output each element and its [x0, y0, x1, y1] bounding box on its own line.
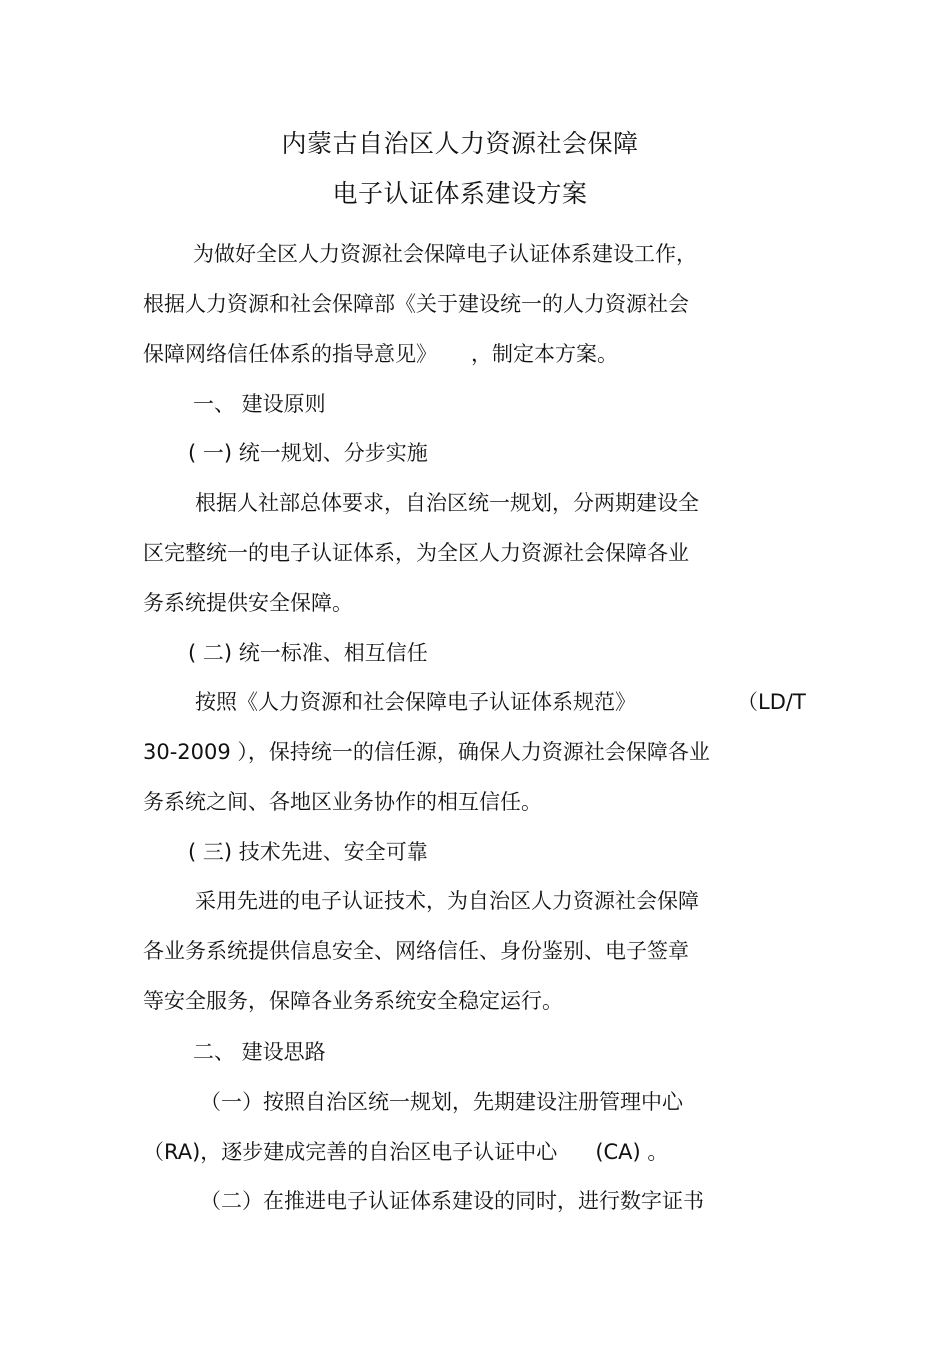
intro-line-3-part-2: ，制定本方案。	[471, 342, 618, 366]
section-1-sub-1-line-3: 务系统提供安全保障。	[143, 591, 353, 615]
section-1-sub-2-line-2: 30-2009 ），保持统一的信任源，确保人力资源社会保障各业	[143, 740, 710, 764]
section-2-item-1-line-2-part-2: (CA) 。	[595, 1140, 669, 1164]
section-2-item-2-line-1: （二）在推进电子认证体系建设的同时，进行数字证书	[200, 1189, 704, 1213]
section-1-sub-3-line-2: 各业务系统提供信息安全、网络信任、身份鉴别、电子签章	[143, 939, 689, 963]
section-1-sub-1-line-1: 根据人社部总体要求，自治区统一规划，分两期建设全	[195, 491, 699, 515]
section-1-sub-3-line-3: 等安全服务，保障各业务系统安全稳定运行。	[143, 989, 563, 1013]
intro-line-3	[143, 341, 618, 367]
intro-line-3-part-1: 保障网络信任体系的指导意见》	[143, 342, 437, 366]
section-2-item-1-line-2-part-1: （RA)，逐步建成完善的自治区电子认证中心	[143, 1140, 558, 1164]
intro-line-1: 为做好全区人力资源社会保障电子认证体系建设工作，	[193, 242, 697, 266]
section-1-sub-2-line-1-code: （LD/T	[737, 690, 806, 714]
section-2-item-1-line-2	[143, 1139, 668, 1165]
section-1-heading: 一、 建设原则	[193, 392, 326, 416]
section-1-sub-2-heading: ( 二) 统一标准、相互信任	[188, 641, 428, 665]
section-1-sub-2-line-3: 务系统之间、各地区业务协作的相互信任。	[143, 790, 542, 814]
section-2-heading: 二、 建设思路	[193, 1040, 326, 1064]
section-1-sub-2-line-1: 按照《人力资源和社会保障电子认证体系规范》	[195, 690, 636, 714]
section-2-item-1-line-1: （一）按照自治区统一规划，先期建设注册管理中心	[200, 1090, 683, 1114]
section-1-sub-1-line-2: 区完整统一的电子认证体系，为全区人力资源社会保障各业	[143, 541, 689, 565]
section-1-sub-3-line-1: 采用先进的电子认证技术，为自治区人力资源社会保障	[195, 889, 699, 913]
document-title-line-2: 电子认证体系建设方案	[332, 179, 588, 208]
document-title-line-1: 内蒙古自治区人力资源社会保障	[281, 129, 639, 158]
intro-line-2: 根据人力资源和社会保障部《关于建设统一的人力资源社会	[143, 292, 689, 316]
section-1-sub-1-heading: ( 一) 统一规划、分步实施	[188, 441, 428, 465]
section-1-sub-3-heading: ( 三) 技术先进、安全可靠	[188, 840, 428, 864]
